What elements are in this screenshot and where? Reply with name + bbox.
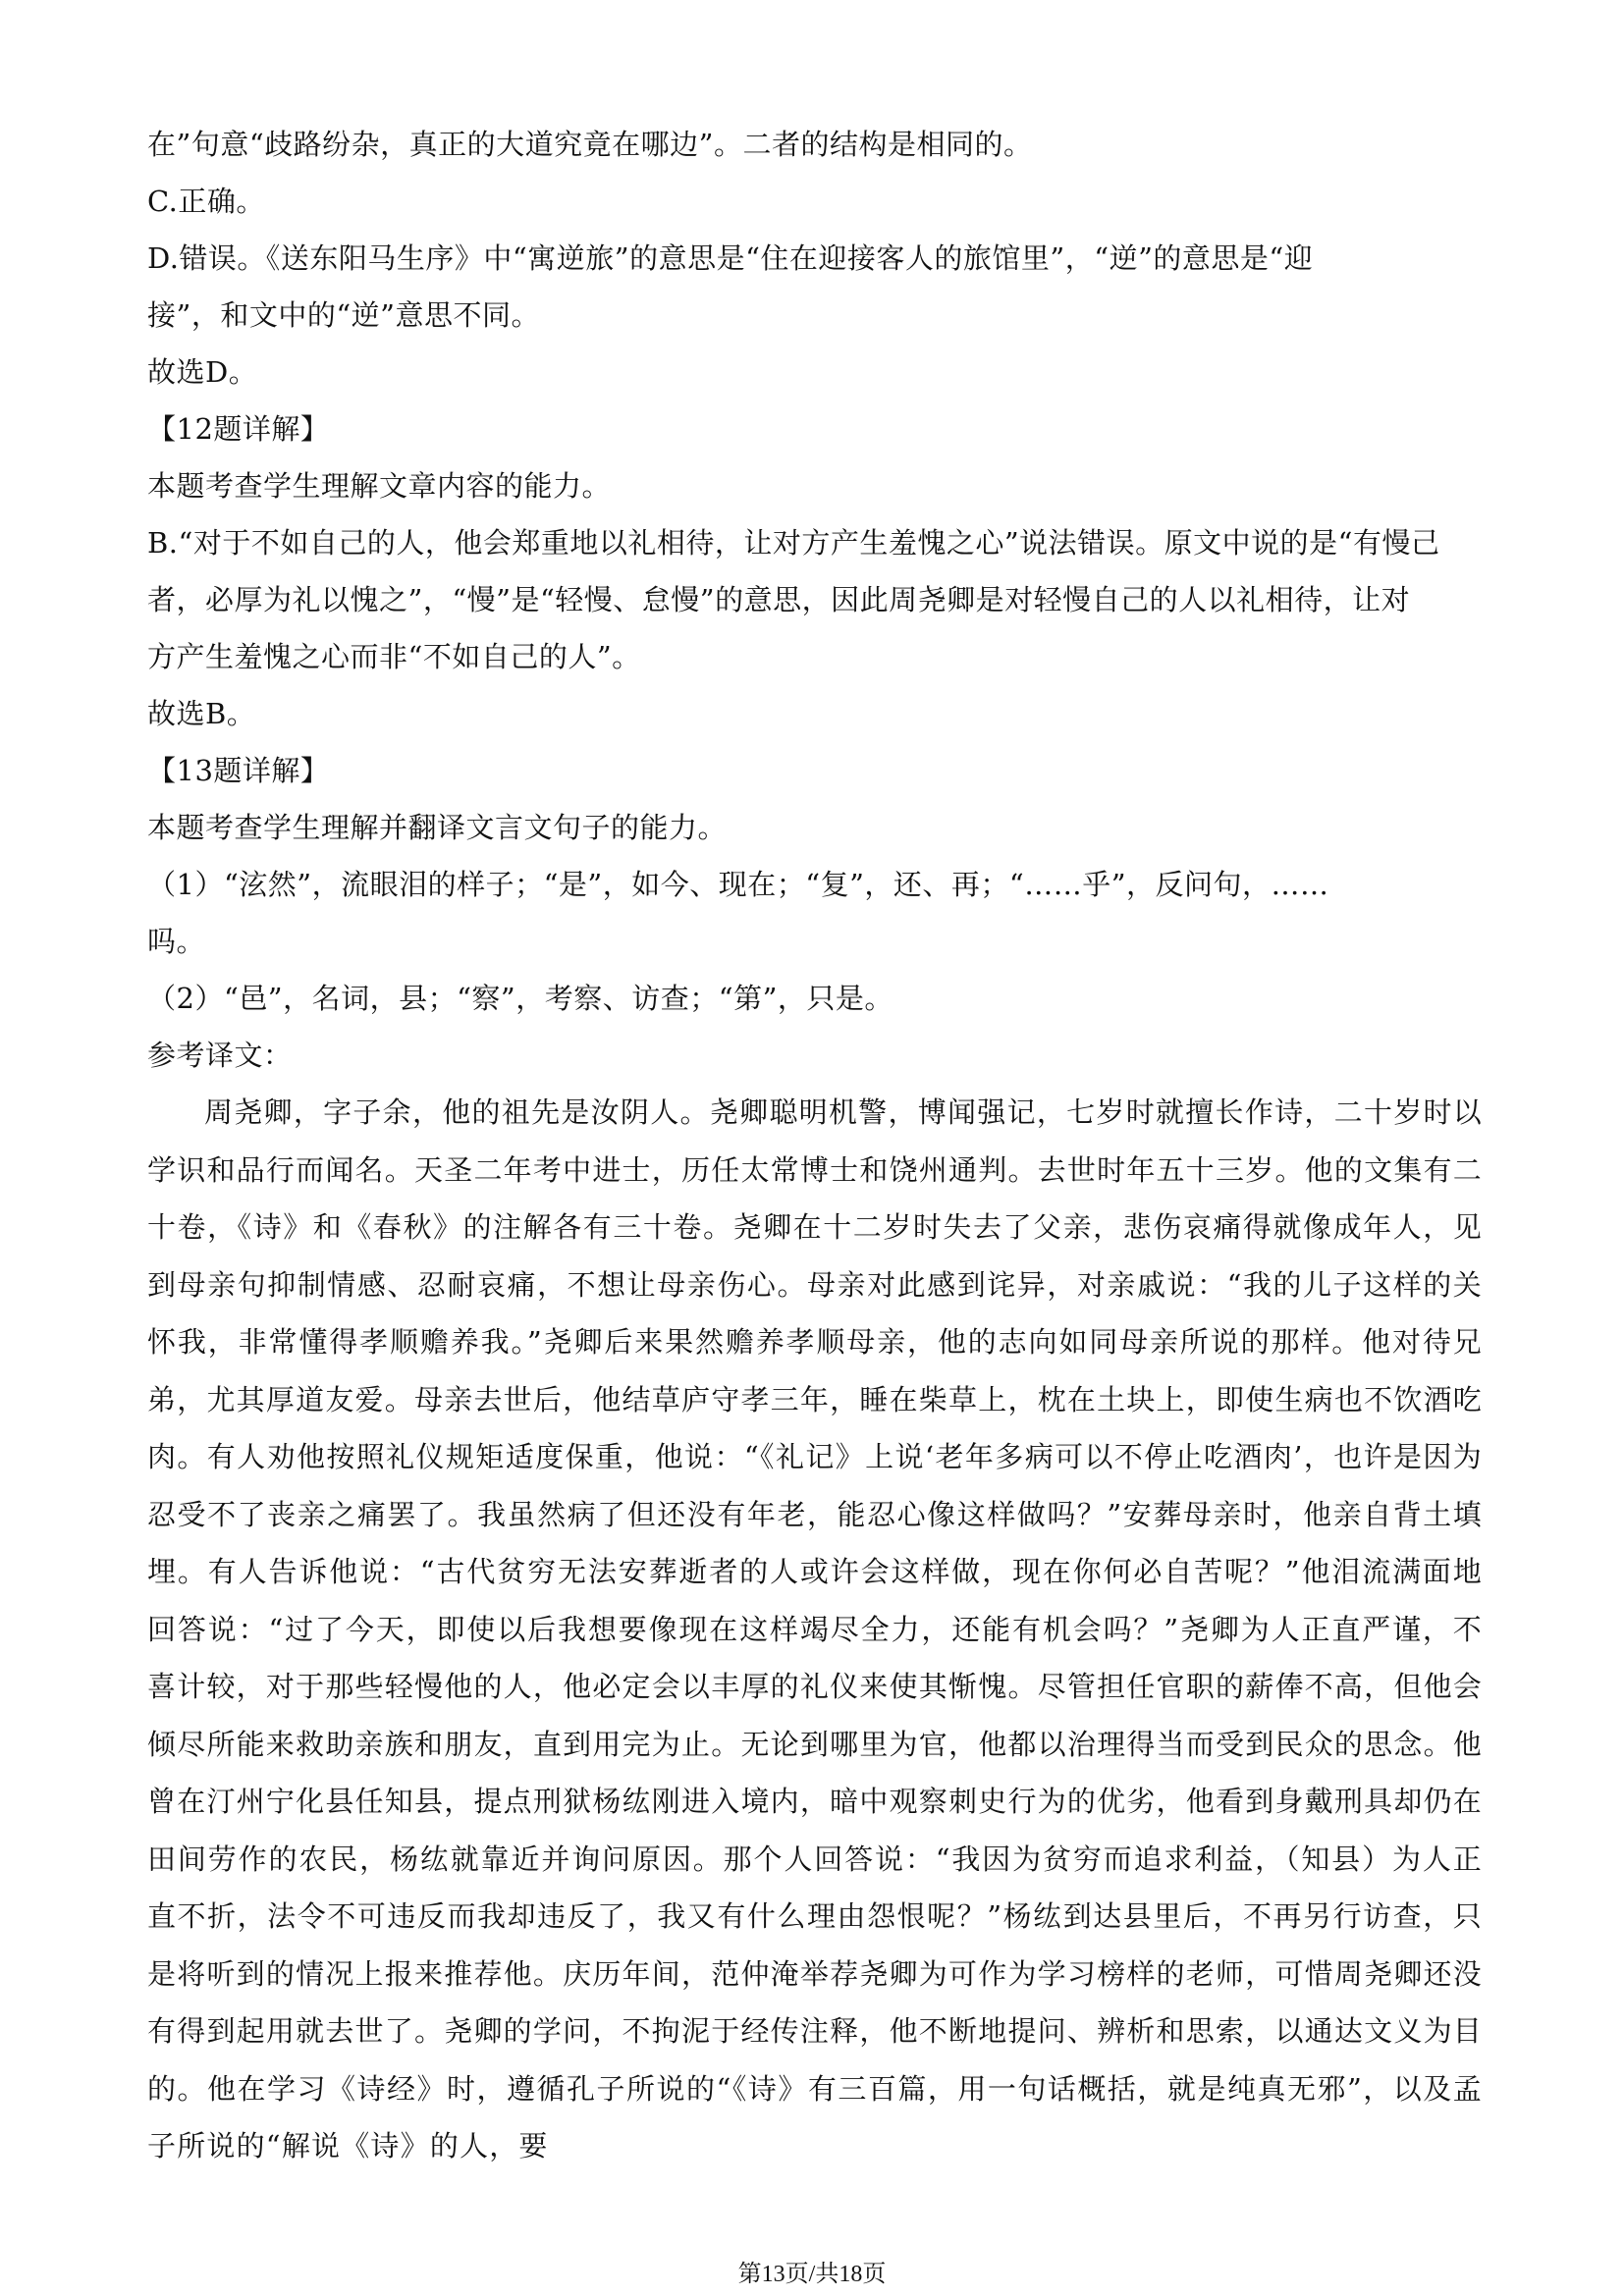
text-line: 在”句意“歧路纷杂，真正的大道究竟在哪边”。二者的结构是相同的。: [147, 128, 1033, 161]
text-line: 故选B。: [147, 697, 256, 730]
text-line: 本题考查学生理解文章内容的能力。: [147, 469, 612, 503]
page-content: [147, 116, 1483, 2175]
section-heading-12: 【12题详解】: [147, 412, 330, 446]
text-line: 接”，和文中的“逆”意思不同。: [147, 298, 540, 332]
text-line: （2）“邑”，名词，县；“察”，考察、访查；“第”，只是。: [147, 982, 893, 1015]
text-line: C.正确。: [147, 185, 265, 218]
text-line: 者，必厚为礼以愧之”，“慢”是“轻慢、怠慢”的意思，因此周尧卿是对轻慢自己的人以礼相待，让对: [147, 583, 1411, 616]
translation-label: 参考译文：: [147, 1039, 293, 1072]
page-number-footer: 第13页/共18页: [737, 2262, 887, 2287]
reference-translation-paragraph: 周尧卿，字子余，他的祖先是汝阴人。尧卿聪明机警，博闻强记，七岁时就擅长作诗，二十岁时以学识和品行而闻名。天圣二年考中进士，历任太常博士和饶州通判。去世时年五十三岁。他的文集有二十卷，《诗》和《春秋》的注解各有三十卷。尧卿在十二岁时失去了父亲，悲伤哀痛得就像成年人，见到母亲句抑制情感、忍耐哀痛，不想让母亲伤心。母亲对此感到诧异，对亲戚说：“我的儿子这样的关怀我，非常懂得孝顺赡养我。”尧卿后来果然赡养孝顺母亲，他的志向如同母亲所说的那样。他对待兄弟，尤其厚道友爱。母亲去世后，他结草庐守孝三年，睡在柴草上，枕在土块上，即使生病也不饮酒吃肉。有人劝他按照礼仪规矩适度保重，他说：“《礼记》上说‘老年多病可以不停止吃酒肉’，也许是因为忍受不了丧亲之痛罢了。我虽然病了但还没有年老，能忍心像这样做吗？”安葬母亲时，他亲自背土填埋。有人告诉他说：“古代贫穷无法安葬逝者的人或许会这样做，现在你何必自苦呢？”他泪流满面地回答说：“过了今天，即使以后我想要像现在这样竭尽全力，还能有机会吗？”尧卿为人正直严谨，不喜计较，对于那些轻慢他的人，他必定会以丰厚的礼仪来使其惭愧。尽管担任官职的薪俸不高，但他会倾尽所能来救助亲族和朋友，直到用完为止。无论到哪里为官，他都以治理得当而受到民众的思念。他曾在汀州宁化县任知县，提点刑狱杨纮刚进入境内，暗中观察刺史行为的优劣，他看到身戴刑具却仍在田间劳作的农民，杨纮就靠近并询问原因。那个人回答说：“我因为贫穷而追求利益，（知县）为人正直不折，法令不可违反而我却违反了，我又有什么理由怨恨呢？”杨纮到达县里后，不再另行访查，只是将听到的情况上报来推荐他。庆历年间，范仲淹举荐尧卿为可作为学习榜样的老师，可惜周尧卿还没有得到起用就去世了。尧卿的学问，不拘泥于经传注释，他不断地提问、辨析和思索，以通达文义为目的。他在学习《诗经》时，遵循孔子所说的“《诗》有三百篇，用一句话概括，就是纯真无邪”，以及孟子所说的“解说《诗》的人，要: [147, 1095, 1483, 2163]
section-heading-13: 【13题详解】: [147, 754, 330, 787]
text-line: B.“对于不如自己的人，他会郑重地以礼相待，让对方产生羞愧之心”说法错误。原文中说的是“有慢己: [147, 526, 1440, 560]
text-line: D.错误。《送东阳马生序》中“寓逆旅”的意思是“住在迎接客人的旅馆里”，“逆”的意思是“迎: [147, 241, 1314, 275]
text-line: （1）“泫然”，流眼泪的样子；“是”，如今、现在；“复”，还、再；“……乎”，反问句，……: [147, 868, 1329, 901]
text-line: 吗。: [147, 925, 206, 958]
text-line: 本题考查学生理解并翻译文言文句子的能力。: [147, 811, 728, 844]
text-line: 故选D。: [147, 355, 258, 389]
text-line: 方产生羞愧之心而非“不如自己的人”。: [147, 640, 641, 673]
